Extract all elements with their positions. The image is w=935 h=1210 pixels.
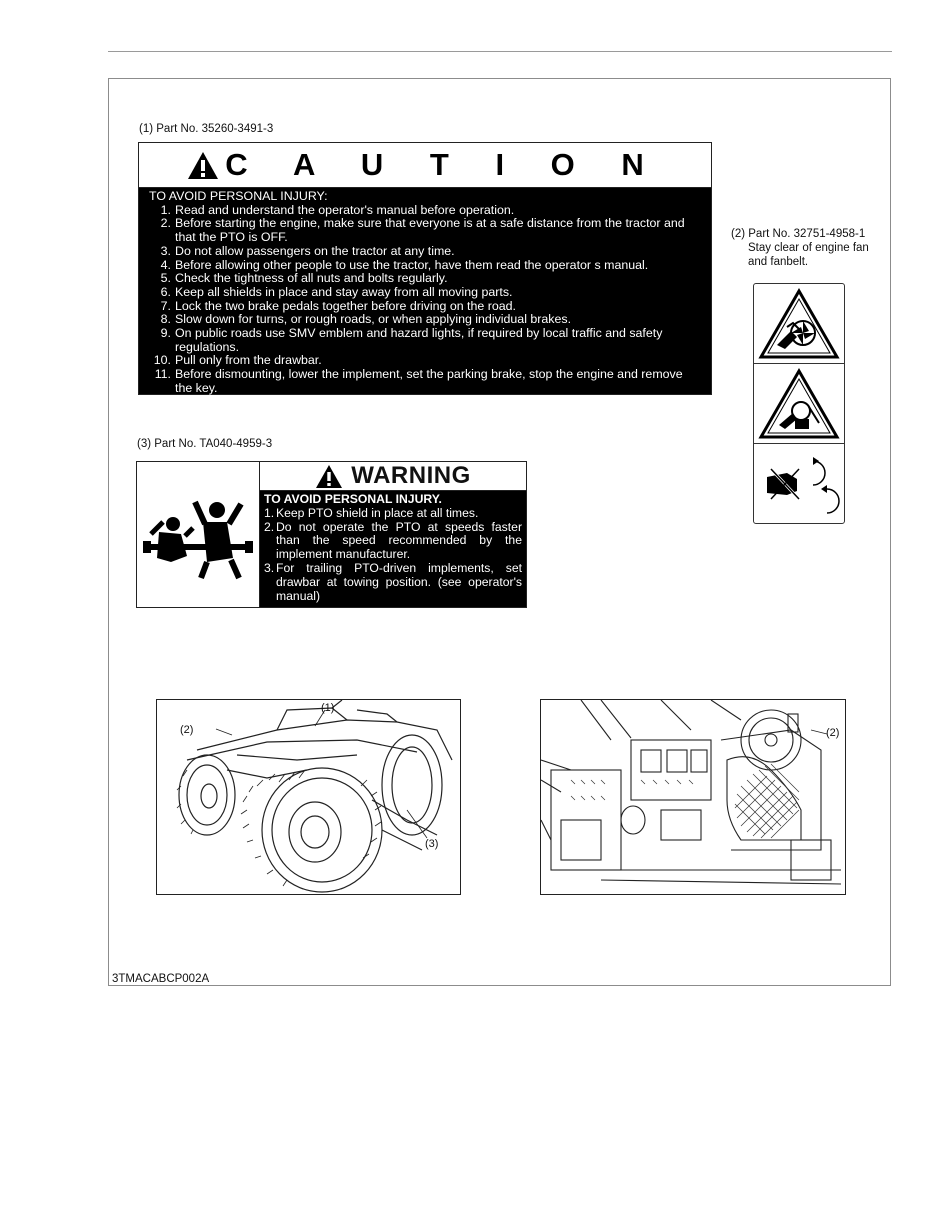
item-text: Before allowing other people to use the tractor, have them read the operator s manual. [175, 257, 649, 272]
item-number: 3. [264, 560, 275, 575]
warning-body [260, 491, 526, 607]
caution-header [139, 143, 711, 188]
caution-item [149, 313, 701, 327]
caution-title: C A U T I O N [225, 147, 663, 182]
item-text: For trailing PTO-driven implements, set drawbar at towing position. (see operator's manual) [276, 560, 522, 603]
item-text: Before starting the engine, make sure that everyone is at a safe distance from the tractor and that the PTO is OFF. [175, 216, 685, 245]
caution-item [149, 327, 701, 354]
caution-item [149, 245, 701, 259]
engine-compartment-drawing [541, 700, 845, 894]
caution-item [149, 354, 701, 368]
item-text: Keep all shields in place and stay away from all moving parts. [175, 284, 513, 299]
item-number: 7. [160, 298, 171, 313]
fanbelt-hazard-icon [757, 367, 841, 441]
callout-3: (3) [425, 838, 439, 850]
belt-hazard-cell [754, 364, 844, 444]
callout-2-left: (2) [180, 724, 194, 736]
caution-intro: TO AVOID PERSONAL INJURY: [149, 189, 328, 203]
warning-pictogram [137, 462, 260, 607]
item-number: 11. [154, 367, 171, 382]
caution-item [149, 204, 701, 218]
part2-label-line2: Stay clear of engine fan [748, 242, 869, 254]
item-text: Check the tightness of all nuts and bolts regularly. [175, 271, 448, 286]
warning-item [264, 507, 522, 521]
alert-triangle-icon [315, 464, 343, 489]
header-rule [108, 51, 892, 52]
caution-item [149, 217, 701, 244]
item-text: Slow down for turns, or rough roads, or when applying individual brakes. [175, 312, 572, 327]
item-number: 5. [160, 271, 171, 286]
item-text: Lock the two brake pedals together before driving on the road. [175, 298, 516, 313]
item-number: 2. [264, 519, 275, 534]
item-number: 9. [160, 326, 171, 341]
part2-label-line1: (2) Part No. 32751-4958-1 [731, 228, 866, 240]
fan-hazard-cell [754, 284, 844, 364]
caution-decal [138, 142, 712, 395]
caution-item [149, 259, 701, 273]
tractor-exterior-illustration [156, 699, 461, 895]
warning-decal [136, 461, 527, 608]
item-text: On public roads use SMV emblem and hazard lights, if required by local traffic and safety regulations. [175, 326, 663, 354]
item-text: Read and understand the operator's manual before operation. [175, 202, 515, 217]
item-number: 8. [160, 312, 171, 327]
warning-header [260, 462, 526, 491]
no-hands-cell [754, 444, 844, 523]
item-number: 4. [160, 257, 171, 272]
rotating-parts-no-hand-icon [757, 447, 841, 521]
item-text: Keep PTO shield in place at all times. [276, 505, 479, 520]
engine-compartment-illustration [540, 699, 846, 895]
caution-item [149, 272, 701, 286]
item-text: Before dismounting, lower the implement, set the parking brake, stop the engine and remove the key. [175, 367, 683, 395]
item-number: 6. [160, 284, 171, 299]
item-number: 1. [264, 505, 275, 520]
caution-item [149, 286, 701, 300]
item-number: 10. [153, 353, 171, 368]
caution-body [139, 188, 711, 396]
part1-label: (1) Part No. 35260-3491-3 [139, 123, 274, 135]
part2-label-line3: and fanbelt. [748, 256, 809, 268]
caution-item [149, 368, 701, 395]
item-text: Do not allow passengers on the tractor at any time. [175, 243, 455, 258]
callout-1: (1) [321, 702, 335, 714]
item-number: 2. [160, 216, 171, 231]
caution-list [149, 204, 701, 396]
callout-2-right: (2) [826, 727, 840, 739]
warning-list [264, 507, 522, 604]
fan-hazard-icon [757, 287, 841, 361]
item-number: 3. [160, 243, 171, 258]
tractor-exterior-drawing [157, 700, 460, 894]
caution-item [149, 300, 701, 314]
part3-label: (3) Part No. TA040-4959-3 [137, 438, 273, 450]
item-number: 1. [160, 202, 171, 217]
warning-intro: TO AVOID PERSONAL INJURY. [264, 492, 442, 506]
item-text: Do not operate the PTO at speeds faster than the speed recommended by the implement manufacturer. [276, 519, 522, 562]
warning-title: WARNING [351, 462, 471, 489]
item-text: Pull only from the drawbar. [175, 353, 322, 368]
warning-item [264, 562, 522, 603]
warning-item [264, 521, 522, 562]
alert-triangle-icon [187, 151, 219, 180]
pto-entanglement-icon [137, 462, 258, 607]
fan-pictogram-decal [753, 283, 845, 524]
figure-code: 3TMACABCP002A [112, 973, 210, 985]
